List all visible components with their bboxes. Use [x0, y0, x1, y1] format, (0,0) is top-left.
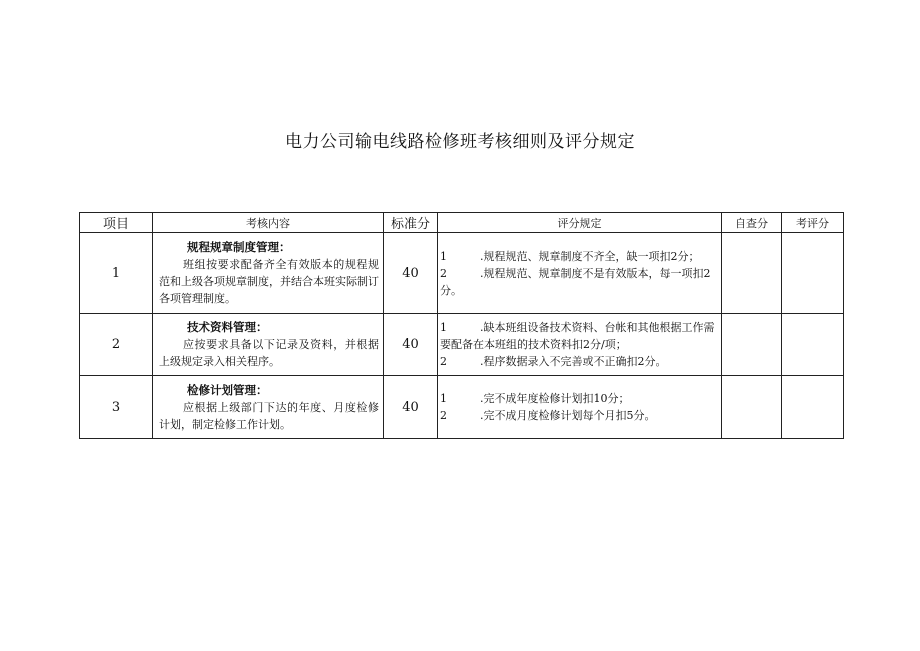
row-number: 3: [80, 376, 153, 439]
rule-item: [440, 248, 717, 265]
rule-cell: [438, 376, 722, 439]
header-eval-score: 考评分: [782, 213, 844, 233]
rule-text: .完不成年度检修计划扣10分；: [480, 392, 630, 405]
content-cell: [153, 376, 384, 439]
header-content: 考核内容: [153, 213, 384, 233]
rule-number: 1: [440, 392, 447, 405]
rule-cell: [438, 233, 722, 314]
content-body: 应根据上级部门下达的年度、月度检修计划，制定检修工作计划。: [159, 400, 379, 431]
rule-cell: [438, 314, 722, 376]
rule-text: .完不成月度检修计划每个月扣5分。: [480, 409, 656, 422]
rule-number: 2: [440, 355, 447, 368]
table-header-row: [80, 213, 844, 233]
content-body: 应按要求具备以下记录及资料，并根据上级规定录入相关程序。: [159, 338, 379, 368]
table-row: [80, 376, 844, 439]
content-cell: [153, 233, 384, 314]
rule-number: 2: [440, 266, 447, 280]
rule-item: [440, 265, 717, 299]
rule-item: [440, 390, 717, 407]
self-score-cell[interactable]: [722, 376, 782, 439]
self-score-cell[interactable]: [722, 314, 782, 376]
assessment-table: [79, 212, 844, 439]
eval-score-cell[interactable]: [782, 314, 844, 376]
table-row: [80, 314, 844, 376]
content-heading: 检修计划管理：: [187, 382, 268, 397]
content-body: 班组按要求配备齐全有效版本的规程规范和上级各项规章制度，并结合本班实际制订各项管理制度。: [159, 258, 379, 305]
content-cell: [153, 314, 384, 376]
rule-number: 1: [440, 249, 447, 263]
rule-text: .规程规范、规章制度不齐全，缺一项扣2分；: [480, 249, 700, 263]
rule-text: .缺本班组设备技术资料、台帐和其他根据工作需要配备在本班组的技术资料扣2分/项；: [440, 321, 715, 351]
rule-item: [440, 319, 717, 353]
rule-number: 1: [440, 321, 447, 334]
content-heading: 规程规章制度管理：: [187, 240, 291, 254]
table-row: [80, 233, 844, 314]
document-title: 电力公司输电线路检修班考核细则及评分规定: [285, 132, 635, 152]
row-number: 1: [80, 233, 153, 314]
self-score-cell[interactable]: [722, 233, 782, 314]
eval-score-cell[interactable]: [782, 233, 844, 314]
content-heading: 技术资料管理：: [187, 320, 268, 334]
rule-item: [440, 353, 717, 370]
header-item: 项目: [80, 213, 153, 233]
standard-score: 40: [384, 233, 438, 314]
standard-score: 40: [384, 376, 438, 439]
rule-item: [440, 407, 717, 424]
rule-text: .程序数据录入不完善或不正确扣2分。: [480, 355, 667, 368]
rule-number: 2: [440, 409, 447, 422]
standard-score: 40: [384, 314, 438, 376]
header-rule: 评分规定: [438, 213, 722, 233]
header-self-score: 自查分: [722, 213, 782, 233]
eval-score-cell[interactable]: [782, 376, 844, 439]
header-score: 标准分: [384, 213, 438, 233]
rule-text: .规程规范、规章制度不是有效版本，每一项扣2分。: [440, 266, 711, 297]
row-number: 2: [80, 314, 153, 376]
